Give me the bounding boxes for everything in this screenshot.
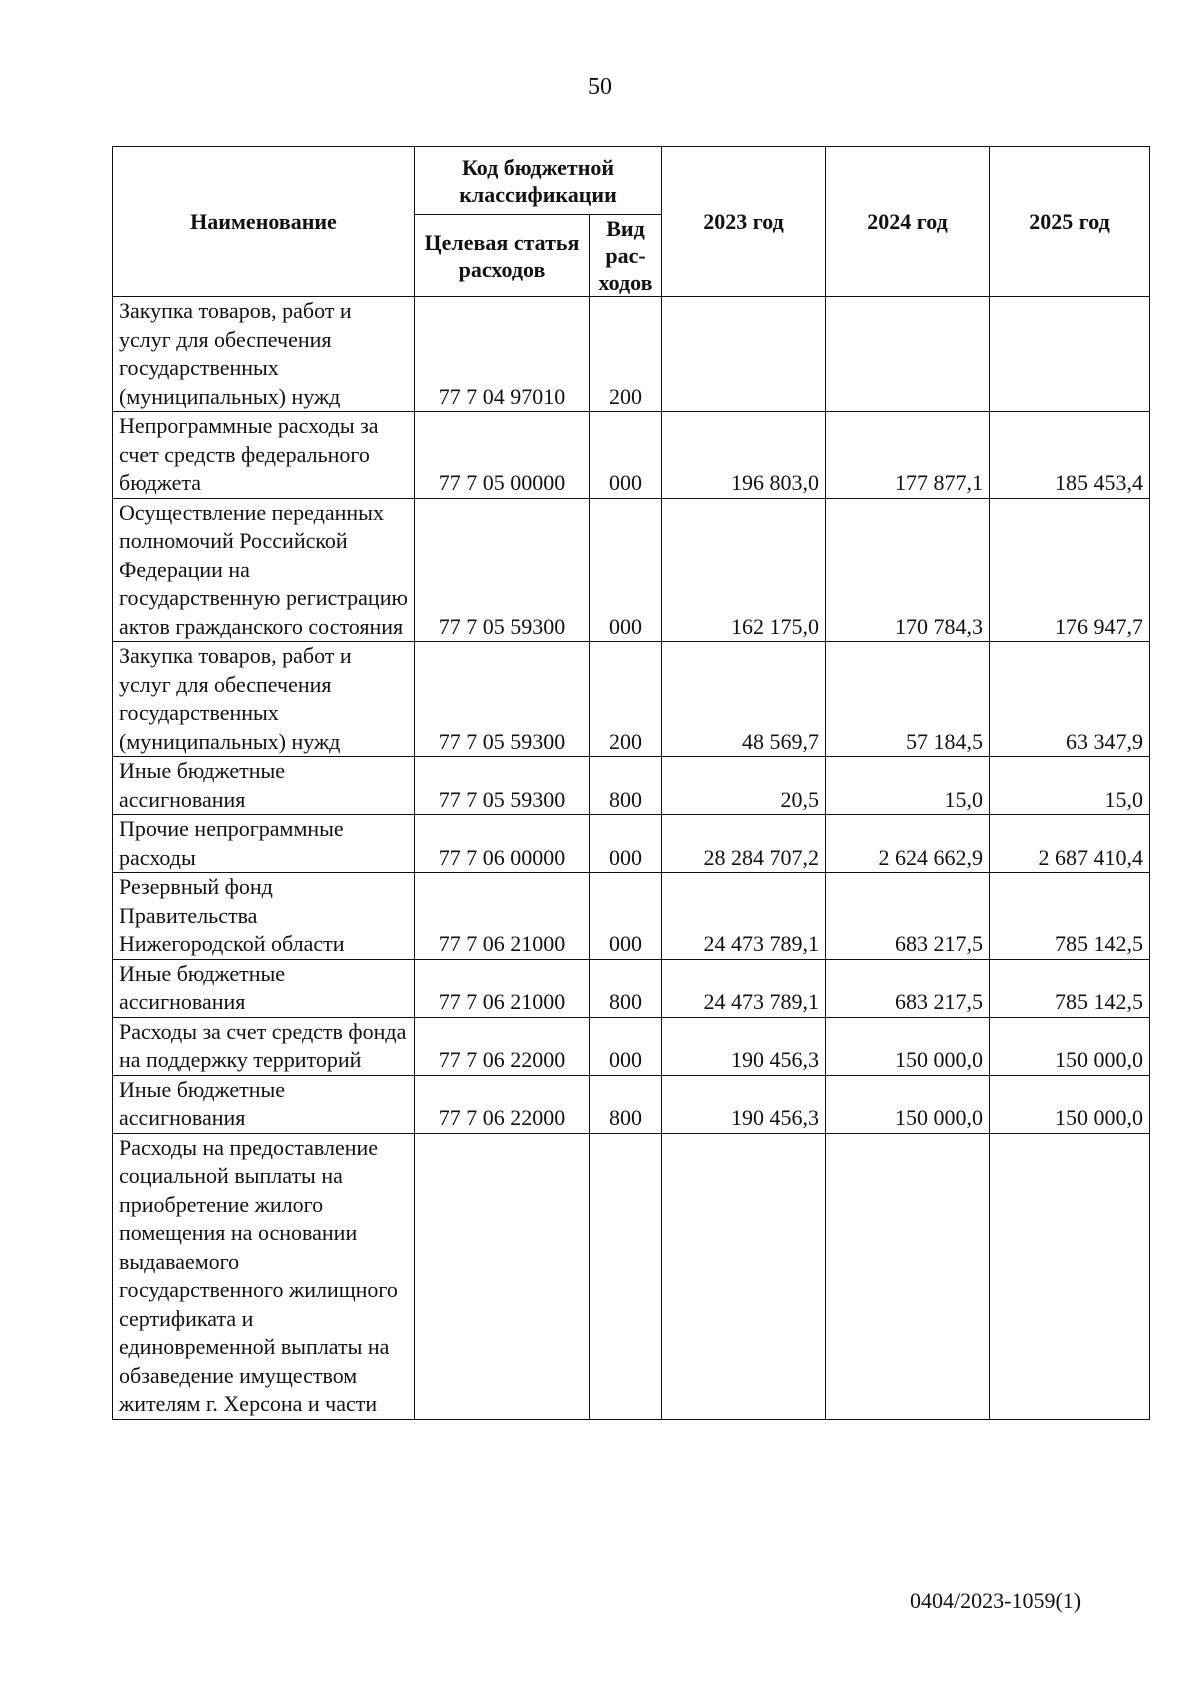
row-name: Резервный фонд Правительства Нижегородской области <box>113 873 415 960</box>
row-value-2025: 785 142,5 <box>990 959 1150 1017</box>
header-expense-type: Вид рас-ходов <box>590 215 662 297</box>
row-value-2024: 150 000,0 <box>826 1017 990 1075</box>
row-value-2023 <box>662 1133 826 1419</box>
row-value-2023: 190 456,3 <box>662 1017 826 1075</box>
row-value-2023: 196 803,0 <box>662 412 826 499</box>
header-target-article: Целевая статья расходов <box>415 215 590 297</box>
row-value-2025: 150 000,0 <box>990 1075 1150 1133</box>
document-code: 0404/2023-1059(1) <box>910 1588 1082 1613</box>
row-value-2023: 190 456,3 <box>662 1075 826 1133</box>
header-2023: 2023 год <box>662 147 826 297</box>
row-value-2025 <box>990 297 1150 412</box>
row-name: Иные бюджетные ассигнования <box>113 959 415 1017</box>
row-target-code <box>415 1133 590 1419</box>
row-name: Осуществление переданных полномочий Российской Федерации на государственную регистрацию актов гражданского состояния <box>113 498 415 642</box>
page-number: 50 <box>588 74 612 100</box>
row-name: Закупка товаров, работ и услуг для обеспечения государственных (муниципальных) нужд <box>113 642 415 757</box>
row-target-code: 77 7 06 21000 <box>415 959 590 1017</box>
row-value-2024: 683 217,5 <box>826 959 990 1017</box>
row-target-code: 77 7 06 21000 <box>415 873 590 960</box>
row-value-2024: 170 784,3 <box>826 498 990 642</box>
row-expense-type: 000 <box>590 815 662 873</box>
row-value-2024 <box>826 297 990 412</box>
table-row <box>113 498 1150 642</box>
row-value-2023: 24 473 789,1 <box>662 959 826 1017</box>
row-value-2024: 177 877,1 <box>826 412 990 499</box>
row-value-2023: 162 175,0 <box>662 498 826 642</box>
row-target-code: 77 7 05 59300 <box>415 642 590 757</box>
row-value-2025: 15,0 <box>990 757 1150 815</box>
row-value-2025: 150 000,0 <box>990 1017 1150 1075</box>
row-expense-type: 200 <box>590 297 662 412</box>
row-expense-type: 800 <box>590 959 662 1017</box>
row-value-2024: 683 217,5 <box>826 873 990 960</box>
table-row <box>113 1017 1150 1075</box>
row-value-2025 <box>990 1133 1150 1419</box>
header-bcc-group: Код бюджетной классификации <box>415 147 662 215</box>
row-expense-type <box>590 1133 662 1419</box>
table-body <box>113 297 1150 1420</box>
row-value-2025: 2 687 410,4 <box>990 815 1150 873</box>
row-value-2025: 785 142,5 <box>990 873 1150 960</box>
row-value-2024 <box>826 1133 990 1419</box>
row-target-code: 77 7 04 97010 <box>415 297 590 412</box>
row-value-2023 <box>662 297 826 412</box>
row-target-code: 77 7 05 59300 <box>415 498 590 642</box>
row-name: Иные бюджетные ассигнования <box>113 1075 415 1133</box>
row-expense-type: 000 <box>590 1017 662 1075</box>
header-2024: 2024 год <box>826 147 990 297</box>
row-expense-type: 800 <box>590 1075 662 1133</box>
row-value-2023: 24 473 789,1 <box>662 873 826 960</box>
row-value-2025: 185 453,4 <box>990 412 1150 499</box>
budget-table <box>112 146 1150 1420</box>
row-value-2023: 28 284 707,2 <box>662 815 826 873</box>
row-target-code: 77 7 06 22000 <box>415 1075 590 1133</box>
row-name: Прочие непрограммные расходы <box>113 815 415 873</box>
table-row <box>113 757 1150 815</box>
table-row <box>113 959 1150 1017</box>
row-name: Расходы за счет средств фонда на поддержку территорий <box>113 1017 415 1075</box>
header-name: Наименование <box>113 147 415 297</box>
row-target-code: 77 7 05 59300 <box>415 757 590 815</box>
row-name: Закупка товаров, работ и услуг для обеспечения государственных (муниципальных) нужд <box>113 297 415 412</box>
table-row <box>113 642 1150 757</box>
row-value-2024: 150 000,0 <box>826 1075 990 1133</box>
row-expense-type: 000 <box>590 873 662 960</box>
header-2025: 2025 год <box>990 147 1150 297</box>
table-header <box>113 147 1150 297</box>
row-value-2025: 63 347,9 <box>990 642 1150 757</box>
row-expense-type: 800 <box>590 757 662 815</box>
table-row <box>113 1075 1150 1133</box>
row-name: Иные бюджетные ассигнования <box>113 757 415 815</box>
table-row <box>113 1133 1150 1419</box>
row-name: Расходы на предоставление социальной выплаты на приобретение жилого помещения на основании выдаваемого государственного жилищного сертификата и единовременной выплаты на обзаведение имуществом жителям г. Херсона и части <box>113 1133 415 1419</box>
row-value-2025: 176 947,7 <box>990 498 1150 642</box>
table-row <box>113 873 1150 960</box>
row-value-2023: 20,5 <box>662 757 826 815</box>
row-expense-type: 000 <box>590 412 662 499</box>
row-target-code: 77 7 06 22000 <box>415 1017 590 1075</box>
row-name: Непрограммные расходы за счет средств федерального бюджета <box>113 412 415 499</box>
row-target-code: 77 7 06 00000 <box>415 815 590 873</box>
row-value-2023: 48 569,7 <box>662 642 826 757</box>
row-expense-type: 200 <box>590 642 662 757</box>
row-expense-type: 000 <box>590 498 662 642</box>
row-value-2024: 2 624 662,9 <box>826 815 990 873</box>
row-value-2024: 15,0 <box>826 757 990 815</box>
row-value-2024: 57 184,5 <box>826 642 990 757</box>
table-row <box>113 815 1150 873</box>
table-row <box>113 297 1150 412</box>
table-row <box>113 412 1150 499</box>
row-target-code: 77 7 05 00000 <box>415 412 590 499</box>
